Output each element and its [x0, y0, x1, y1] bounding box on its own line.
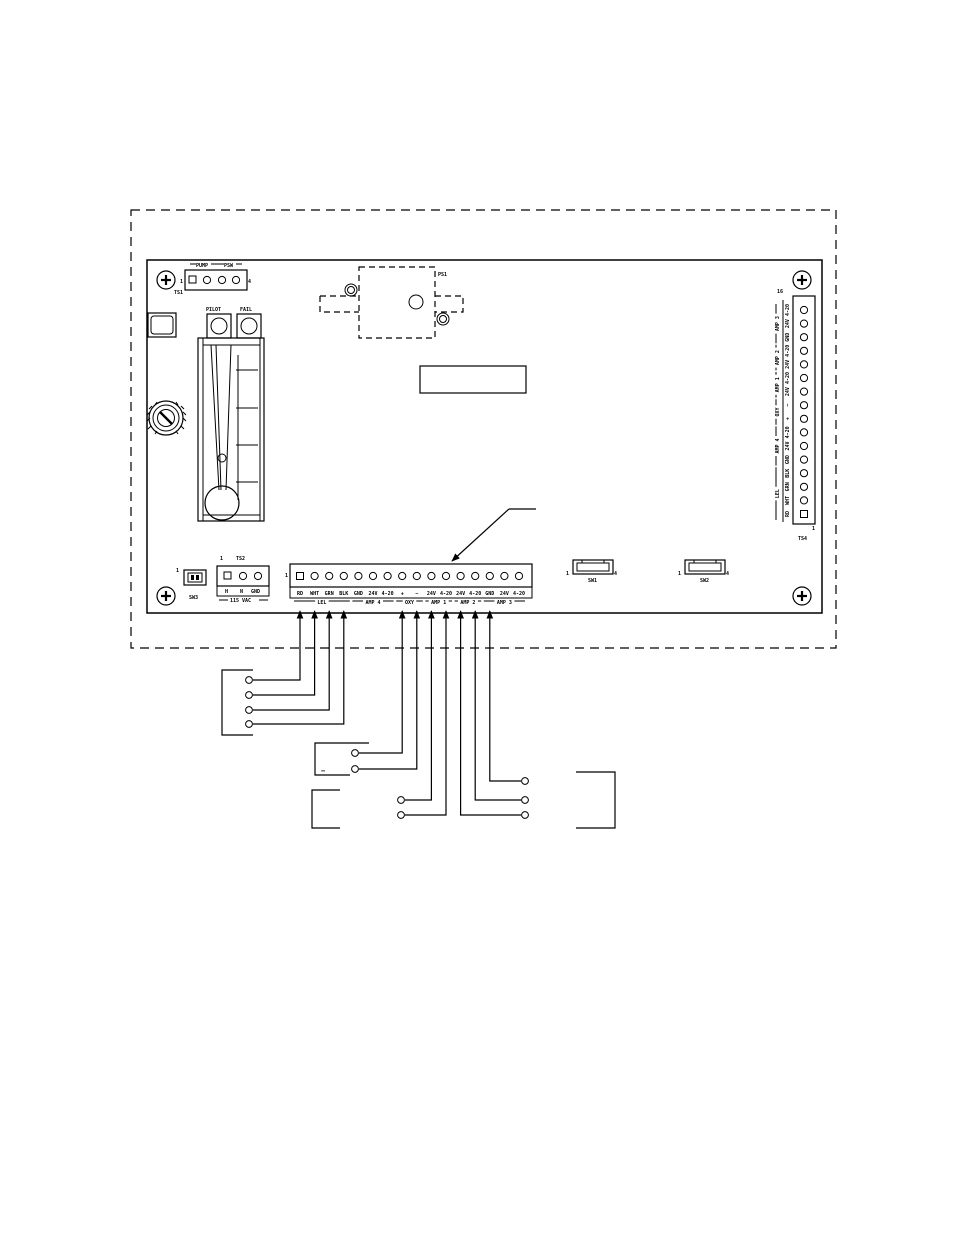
sw2-switch[interactable]: [678, 560, 729, 584]
wire-terminal: [246, 692, 253, 699]
ts2-pin-gnd: GND: [251, 589, 261, 595]
ts4-top-label: 16: [777, 289, 784, 295]
ts3-pin-label: 4-20: [469, 591, 482, 597]
ts4-pin-label: 24V: [785, 441, 791, 451]
ts4-label: TS4: [798, 536, 808, 542]
wire-terminal: [352, 766, 359, 773]
ts4-pin: [800, 456, 807, 463]
field-wire: [253, 611, 300, 680]
wire-terminal: [398, 812, 405, 819]
oxy-minus-label: −: [321, 767, 326, 775]
ts3-pin: [428, 572, 435, 579]
ts1-psw-label: PSW: [224, 263, 234, 269]
wire-terminal: [246, 721, 253, 728]
sw1-label: SW1: [588, 578, 598, 584]
sw1-pin1-label: 1: [566, 571, 570, 577]
field-wire: [405, 611, 446, 815]
ts3-pin-label: 24V: [456, 591, 466, 597]
ts4-pin-label: GND: [785, 455, 791, 465]
ts2-label: TS2: [236, 556, 246, 562]
ts3-pin1-label: 1: [285, 573, 289, 579]
fail-lamp: [237, 307, 261, 338]
ts4-pin: [800, 320, 807, 327]
ts4-pin: [800, 374, 807, 381]
ts4-pin: [800, 483, 807, 490]
ts3-pin: [297, 573, 304, 580]
ts2-pin-n: N: [240, 589, 244, 595]
ts3-pin-label: GRN: [324, 591, 334, 597]
sw3-pin1-label: 1: [176, 568, 180, 574]
enclosure-outline: [131, 210, 836, 648]
field-wire: [253, 611, 344, 724]
ts3-pin: [369, 572, 376, 579]
ts4-pin: [800, 361, 807, 368]
ts1-label: TS1: [174, 290, 184, 296]
wire-terminal: [398, 797, 405, 804]
field-wire: [461, 611, 521, 815]
field-wire: [253, 611, 315, 695]
ts4-pin-label: GND: [785, 332, 791, 342]
ts4-pin: [800, 334, 807, 341]
ts3-pin: [384, 572, 391, 579]
pilot-label: PILOT: [206, 307, 222, 313]
sw2-pin1-label: 1: [678, 571, 682, 577]
ts4-pin: [800, 347, 807, 354]
ts4-pin: [800, 415, 807, 422]
ts3-terminal-strip: [285, 564, 532, 606]
ts3-pin-label: GND: [485, 591, 495, 597]
ts3-pin: [311, 572, 318, 579]
sw2-label: SW2: [700, 578, 710, 584]
wire-terminal: [246, 677, 253, 684]
ts3-pin-label: 24V: [499, 591, 509, 597]
ts4-pin-label: 4-20: [785, 371, 791, 385]
ts4-pin-label: 24V: [785, 319, 791, 329]
ts3-pin: [413, 572, 420, 579]
ts4-pin-label: RD: [785, 510, 791, 518]
flow-adjust-knob[interactable]: [147, 401, 186, 435]
ts4-pin-label: WHT: [785, 495, 791, 505]
mounting-screw-icon: [157, 271, 175, 289]
ts4-terminal-strip: [775, 289, 815, 542]
ts3-group-label: AMP 1: [431, 600, 447, 606]
wire-terminal: [522, 812, 529, 819]
sw1-pin4-label: 4: [614, 571, 618, 577]
ts2-pin1-label: 1: [220, 556, 224, 562]
ts3-group-label: AMP 2: [460, 600, 476, 606]
ts4-pin-label: GRN: [785, 482, 791, 492]
ts4-group-label: AMP 2: [775, 350, 781, 366]
ts3-pin-label: −: [415, 591, 419, 597]
wire-terminal: [246, 707, 253, 714]
ts4-pin: [800, 497, 807, 504]
sw2-pin4-label: 4: [726, 571, 730, 577]
ts2-terminal-strip: [217, 556, 269, 604]
ts4-group-label: LEL: [775, 489, 781, 499]
ts3-pin-label: 24V: [368, 591, 378, 597]
display-window: [420, 366, 526, 393]
ts3-pin-label: 24V: [426, 591, 436, 597]
ts4-pin: [801, 511, 808, 518]
sw3-label: SW3: [189, 595, 199, 601]
ts4-pin: [800, 470, 807, 477]
ts4-pin-label: 4-20: [785, 344, 791, 357]
ts3-pin: [442, 572, 449, 579]
ts1-pump-label: PUMP: [196, 263, 209, 269]
ts3-pin: [486, 572, 493, 579]
sw3-switch[interactable]: [176, 568, 206, 601]
ts4-group-label: AMP 3: [775, 316, 781, 332]
ts1-pin4-label: 4: [248, 279, 252, 285]
pilot-lamp: [206, 307, 231, 338]
ts3-pin-label: 4-20: [439, 591, 453, 597]
ts4-group-label: AMP 1: [775, 377, 781, 393]
ts3-pin-label: WHT: [310, 591, 320, 597]
ts3-pin: [340, 572, 347, 579]
ts2-group-label: 115 VAC: [230, 598, 252, 604]
ts4-pin-label: 4-20: [785, 303, 791, 317]
ts3-group-label: OXY: [404, 600, 415, 606]
ps1-power-supply: [320, 267, 463, 338]
mounting-screw-icon: [157, 587, 175, 605]
ts3-pin: [355, 572, 362, 579]
ts3-pointer-arrow-shaft: [452, 509, 509, 561]
wire-terminal: [352, 750, 359, 757]
fail-label: FAIL: [240, 307, 253, 313]
ts3-pin: [515, 572, 522, 579]
ts4-pin: [800, 442, 807, 449]
ts3-pin-label: 4-20: [512, 591, 526, 597]
ts3-group-label: LEL: [317, 600, 327, 606]
ts3-group-label: AMP 4: [365, 600, 381, 606]
ts3-group-label: AMP 3: [496, 600, 512, 606]
ts3-pin-label: RD: [296, 591, 304, 597]
mounting-screw-icon: [793, 271, 811, 289]
ts4-group-label: AMP 4: [775, 438, 781, 454]
ts1-pin1-label: 1: [180, 279, 184, 285]
ts4-pin-label: 24V: [785, 387, 791, 397]
ts4-pin-label: 24V: [785, 359, 791, 369]
field-wire: [405, 611, 431, 800]
ts4-pin: [800, 388, 807, 395]
field-wire: [359, 611, 417, 769]
ts3-pin: [501, 572, 508, 579]
ts3-pin: [399, 572, 406, 579]
ts4-pin: [800, 306, 807, 313]
ts2-pin-h: H: [225, 589, 229, 595]
wire-terminal: [522, 797, 529, 804]
ts4-pin: [800, 402, 807, 409]
ts1-terminal-strip: [174, 263, 251, 296]
reset-button-inner: [151, 316, 173, 334]
amp3-device-bracket: [576, 772, 615, 828]
sw1-switch[interactable]: [566, 560, 617, 584]
ts3-pin: [326, 572, 333, 579]
field-wiring: [246, 611, 529, 818]
ps1-label: PS1: [438, 272, 448, 278]
ts4-pin: [800, 429, 807, 436]
ts3-pin: [472, 572, 479, 579]
ts4-pin-label: +: [785, 417, 791, 421]
ts3-pin-label: BLK: [339, 591, 349, 597]
ts3-pin: [457, 572, 464, 579]
ts4-group-label: OXY: [775, 407, 781, 417]
field-wire: [475, 611, 521, 800]
amp1-device-bracket: [312, 790, 340, 828]
field-wire: [490, 611, 521, 781]
wire-terminal: [522, 778, 529, 785]
ts4-pin-label: BLK: [785, 468, 791, 478]
ts3-pin-label: +: [400, 591, 404, 597]
field-wire: [359, 611, 402, 753]
mounting-screw-icon: [793, 587, 811, 605]
ts4-pin-label: −: [785, 403, 791, 407]
ts4-pin-label: 4-20: [785, 426, 791, 439]
flowmeter: [198, 338, 264, 521]
ts3-pin-label: 4-20: [381, 591, 394, 597]
ts4-pin1-label: 1: [812, 526, 816, 532]
ts3-pin-label: GND: [353, 591, 363, 597]
